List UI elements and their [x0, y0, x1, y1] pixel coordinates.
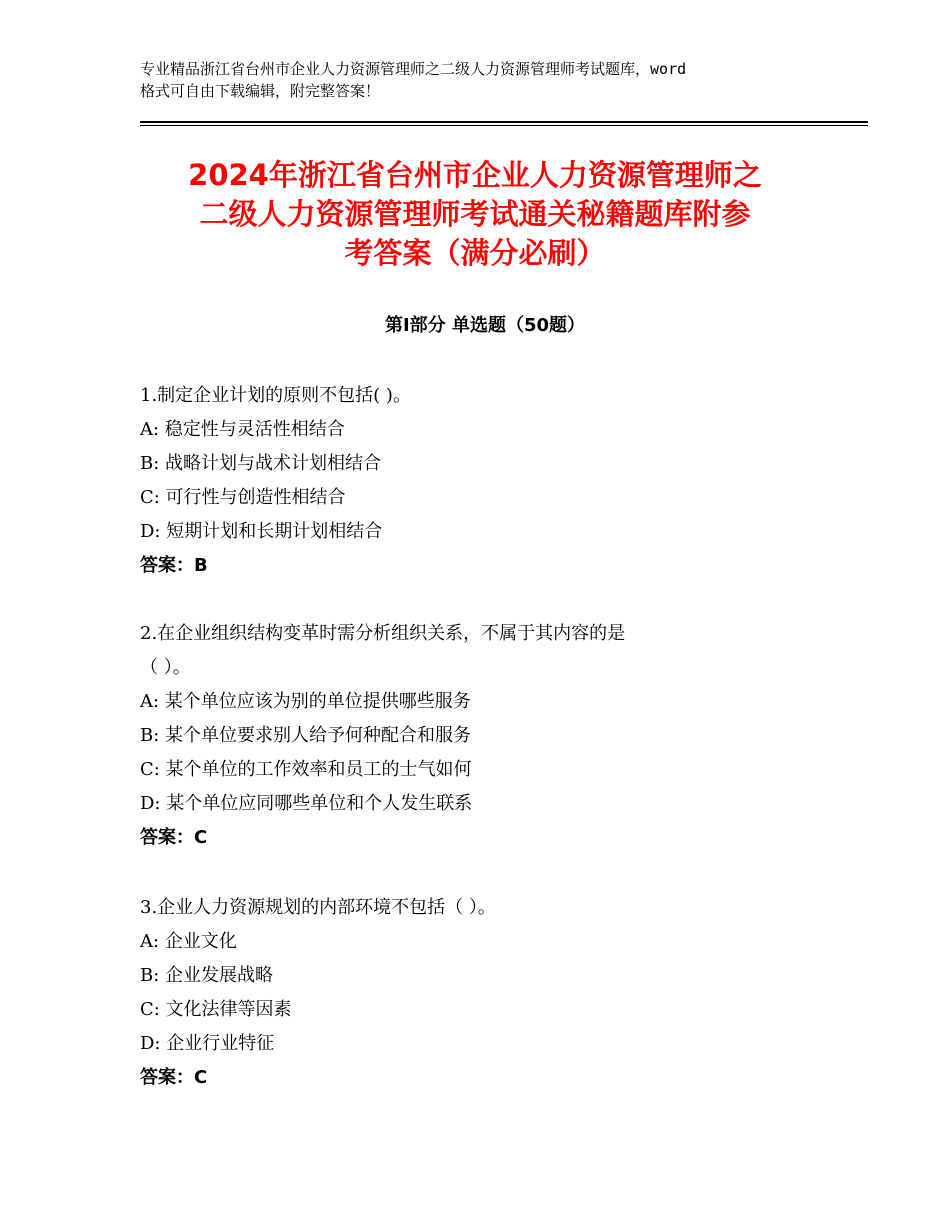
question-1-option-d: D: 短期计划和长期计划相结合: [140, 521, 383, 542]
question-3-stem: 3.企业人力资源规划的内部环境不包括（ ）。: [140, 897, 496, 918]
question-1-option-a: A: 稳定性与灵活性相结合: [140, 419, 345, 440]
title-line-2: 二级人力资源管理师考试通关秘籍题库附参: [199, 197, 751, 231]
header-divider-thin: [140, 125, 868, 126]
question-1-stem: 1.制定企业计划的原则不包括( )。: [140, 385, 411, 406]
document-title: [120, 156, 830, 273]
header-note: [140, 58, 830, 102]
question-2-option-c: C: 某个单位的工作效率和员工的士气如何: [140, 759, 472, 780]
title-line-1: 2024年浙江省台州市企业人力资源管理师之: [188, 158, 762, 192]
question-3-answer: 答案：C: [140, 1067, 208, 1088]
question-3-option-c: C: 文化法律等因素: [140, 999, 292, 1020]
section-heading: 第Ⅰ部分 单选题（50题）: [384, 315, 585, 336]
question-3-option-a: A: 企业文化: [140, 931, 237, 952]
question-2-option-a: A: 某个单位应该为别的单位提供哪些服务: [140, 691, 471, 712]
question-1-option-b: B: 战略计划与战术计划相结合: [140, 453, 382, 474]
question-1-answer: 答案：B: [140, 555, 208, 576]
header-note-line-1: 专业精品浙江省台州市企业人力资源管理师之二级人力资源管理师考试题库，word: [140, 60, 687, 78]
question-2-stem-line-2: （ ）。: [140, 657, 191, 678]
question-3-option-d: D: 企业行业特征: [140, 1033, 275, 1054]
question-2-option-d: D: 某个单位应同哪些单位和个人发生联系: [140, 793, 473, 814]
title-line-3: 考答案（满分必刷）: [344, 236, 606, 270]
header-divider-thick: [140, 121, 868, 123]
header-note-line-2: 格式可自由下载编辑，附完整答案！: [140, 82, 381, 100]
question-2-option-b: B: 某个单位要求别人给予何种配合和服务: [140, 725, 472, 746]
question-2-answer: 答案：C: [140, 827, 208, 848]
question-2-stem-line-1: 2.在企业组织结构变革时需分析组织关系，不属于其内容的是: [140, 623, 626, 644]
question-1-option-c: C: 可行性与创造性相结合: [140, 487, 346, 508]
question-3-option-b: B: 企业发展战略: [140, 965, 274, 986]
